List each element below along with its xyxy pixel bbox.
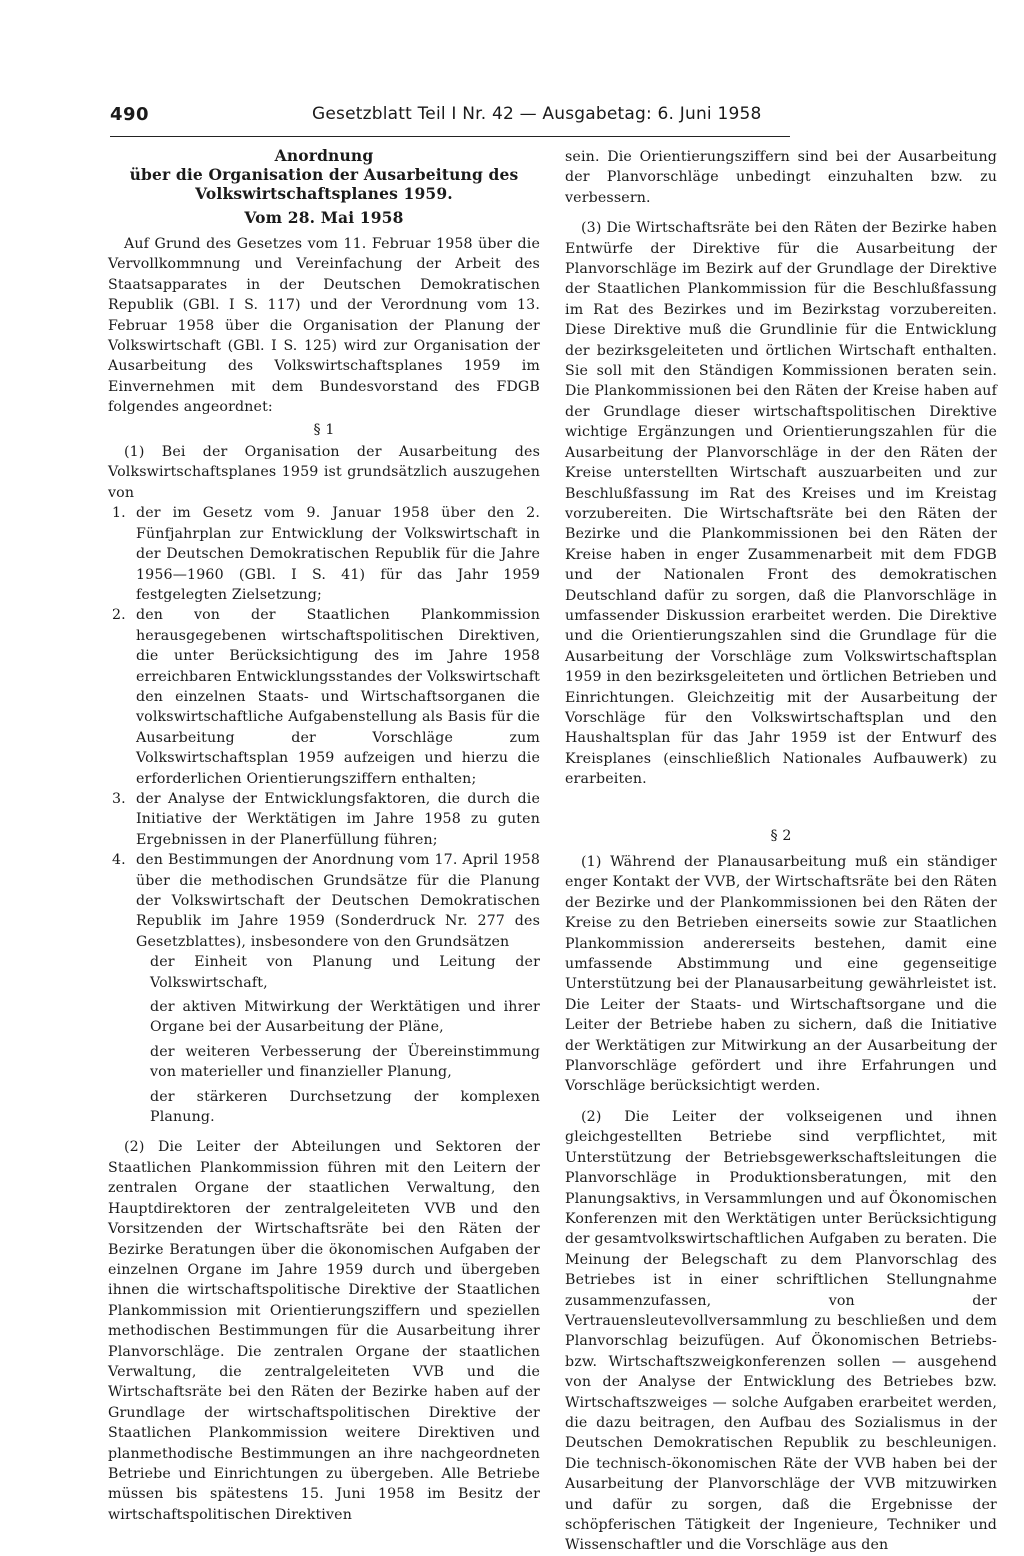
list-item (108, 605, 540, 789)
principle-item: der weiteren Verbesserung der Übereinstimmung von materieller und finanzieller Planung, (150, 1043, 540, 1081)
right-column (565, 147, 997, 1556)
paragraph-1-intro: (1) Bei der Organisation der Ausarbeitung des Volkswirtschaftsplanes 1959 ist grundsätzlich auszugehen von (108, 444, 540, 501)
list-item (108, 503, 540, 605)
list-item-text: den Bestimmungen der Anordnung vom 17. April 1958 über die methodischen Grundsätze für die Planung der Volkswirtschaft der Deutschen Demokratischen Republik im Jahre 1959 (Sonderdruck Nr. 277 des Gesetzblattes), insbesondere von den Grundsätzen (136, 852, 540, 950)
page-header (110, 100, 790, 137)
paragraph-3: (3) Die Wirtschaftsräte bei den Räten der Bezirke haben Entwürfe der Direktive für die Ausarbeitung der Planvorschläge im Bezirk auf der Grundlage der Direktive der Staatlichen Plankommission für die Beschlußfassung im Rat des Bezirkes und im Bezirkstag vorzubereiten. Diese Direktive muß die Grundlinie für die Entwicklung der bezirksgeleiteten und örtlichen Wirtschaft enthalten. Sie soll mit den Ständigen Kommissionen beraten sein. Die Plankommissionen bei den Räten der Kreise haben auf der Grundlage dieser wirtschaftspolitischen Direktive wichtige Ergänzungen und Orientierungszahlen für die Ausarbeitung der Planvorschläge in der den Räten der Kreise unterstellten Wirtschaft auszuarbeiten und zur Beschlußfassung im Rat des Kreises und im Kreistag vorzubereiten. Die Wirtschaftsräte bei den Räten der Bezirke und die Plankommissionen bei den Räten der Kreise haben in enger Zusammenarbeit mit dem FDGB und der Nationalen Front des demokratischen Deutschland dafür zu sorgen, daß die Planvorschläge in umfassender Diskussion erarbeitet werden. Die Direktive und die Orientierungszahlen sind die Grundlage für die Ausarbeitung der Vorschläge zum Volkswirtschaftsplan 1959 in den bezirksgeleiteten und örtlichen Betrieben und Einrichtungen. Gleichzeitig mit der Ausarbeitung der Vorschläge für den Volkswirtschaftsplan und den Haushaltsplan für das Jahr 1959 ist der Entwurf des Kreisplanes (einschließlich Nationales Aufbauwerk) zu erarbeiten. (565, 220, 997, 788)
left-column (108, 146, 540, 1525)
principle-item: der Einheit von Planung und Leitung der Volkswirtschaft, (150, 954, 540, 991)
paragraph-2-continued: sein. Die Orientierungsziffern sind bei der Ausarbeitung der Planvorschläge unbedingt einzuhalten bzw. zu verbessern. (565, 149, 997, 206)
date-line: Vom 28. Mai 1958 (244, 208, 404, 227)
section-2-paragraph-1: (1) Während der Planausarbeitung muß ein ständiger enger Kontakt der VVB, der Wirtschaftsräte bei den Räten der Bezirke und der Plankommissionen bei den Räten der Kreise zu den Betrieben einerseits sowie zur Staatlichen Plankommission andererseits bestehen, damit eine umfassende Abstimmung und eine gegenseitige Unterstützung bei der Planausarbeitung gewährleistet ist. Die Leiter der Staats- und Wirtschaftsorgane und die Leiter der Betriebe haben zu sichern, daß die Initiative der Werktätigen zur Mitwirkung an der Ausarbeitung der Planvorschläge gefördert und ihre Erfahrungen und Vorschläge berücksichtigt werden. (565, 854, 997, 1095)
list-item-text: der im Gesetz vom 9. Januar 1958 über den 2. Fünfjahrplan zur Entwicklung der Volkswirtschaft in der Deutschen Demokratischen Republik für die Jahre 1956—1960 (GBl. I S. 41) für das Jahr 1959 festgelegten Zielsetzung; (136, 505, 540, 603)
list-item-number: 1. (112, 505, 126, 522)
title-line: Volkswirtschaftsplanes 1959. (195, 184, 453, 203)
preamble: Auf Grund des Gesetzes vom 11. Februar 1958 über die Vervollkommnung und Vereinfachung der Arbeit des Staatsapparates in der Deutschen Demokratischen Republik (GBl. I S. 117) und der Verordnung vom 13. Februar 1958 über die Organisation der Planung der Volkswirtschaft (GBl. I S. 125) wird zur Organisation der Ausarbeitung des Volkswirtschaftsplanes 1959 im Einvernehmen mit dem Bundesvorstand des FDGB folgendes angeordnet: (108, 236, 540, 416)
title-line: über die Organisation der Ausarbeitung des (129, 165, 519, 184)
list-item-number: 2. (112, 607, 126, 624)
principle-item: der stärkeren Durchsetzung der komplexen Planung. (150, 1088, 540, 1126)
paragraph-2: (2) Die Leiter der Abteilungen und Sektoren der Staatlichen Plankommission führen mit den Leitern der zentralen Organe der staatlichen Verwaltung, den Hauptdirektoren der zentralgeleiteten VVB und den Vorsitzenden der Wirtschaftsräte bei den Räten der Bezirke Beratungen über die ökonomischen Aufgaben der einzelnen Organe im Jahre 1959 durch und übergeben ihnen die wirtschaftspolitische Direktive der Staatlichen Plankommission mit Orientierungsziffern und speziellen methodischen Bestimmungen für die Ausarbeitung ihrer Planvorschläge. Die zentralen Organe der staatlichen Verwaltung, die zentralgeleiteten VVB und die Wirtschaftsräte bei den Räten der Bezirke haben auf der Grundlage der wirtschaftspolitischen Direktive der Staatlichen Plankommission weitere Direktiven und planmethodische Bestimmungen an ihre nachgeordneten Betriebe und Einrichtungen zu übergeben. Alle Betriebe müssen bis spätestens 15. Juni 1958 im Besitz der wirtschaftspolitischen Direktiven (108, 1139, 540, 1523)
list-item-number: 3. (112, 790, 126, 807)
title-line: Anordnung (274, 146, 374, 165)
principle-item: der aktiven Mitwirkung der Werktätigen und ihrer Organe bei der Ausarbeitung der Pläne, (150, 999, 540, 1036)
list-item-text: den von der Staatlichen Plankommission herausgegebenen wirtschaftspolitischen Direktiven, die unter Berücksichtigung des im Jahre 1958 erreichbaren Entwicklungsstandes der Volkswirtschaft den einzelnen Staats- und Wirtschaftsorganen die volkswirtschaftliche Aufgabenstellung als Basis für die Ausarbeitung der Vorschläge zum Volkswirtschaftsplan 1959 aufzeigen und hierzu die erforderlichen Orientierungsziffern enthalten; (136, 607, 540, 787)
running-head: Gesetzblatt Teil I Nr. 42 — Ausgabetag: 6. Juni 1958 (312, 104, 762, 124)
enumerated-list (108, 503, 540, 952)
document-title (108, 146, 540, 203)
principles-list (108, 952, 540, 1127)
list-item-text: der Analyse der Entwicklungsfaktoren, die durch die Initiative der Werktätigen im Jahre 1958 zu guten Ergebnissen in der Planerfüllung führen; (136, 790, 540, 848)
list-item-number: 4. (112, 852, 126, 869)
section-sign-1: § 1 (313, 421, 335, 438)
list-item (108, 789, 540, 850)
section-2-paragraph-2: (2) Die Leiter der volkseigenen und ihnen gleichgestellten Betriebe sind verpflichtet, mit Unterstützung der Betriebsgewerkschaftsleitungen die Planvorschläge in Produktionsberatungen, mit den Planungsaktivs, in Versammlungen und auf Ökonomischen Konferenzen mit den Werktätigen unter Berücksichtigung der gesamtvolkswirtschaftlichen Aufgaben zu beraten. Die Meinung der Belegschaft zu dem Planvorschlag des Betriebes ist in einer schriftlichen Stellungnahme zusammenzufassen, von der Vertrauensleutevollversammlung zu beschließen und dem Planvorschlag beizufügen. Auf Ökonomischen Betriebs- bzw. Wirtschaftszweigkonferenzen sollen — ausgehend von der Analyse der Entwicklung des Betriebes bzw. Wirtschaftszweiges — solche Aufgaben erarbeitet werden, die dazu beitragen, den Aufbau des Sozialismus in der Deutschen Demokratischen Republik zu beschleunigen. Die technisch-ökonomischen Räte der VVB haben bei der Ausarbeitung der Planvorschläge der VVB mitzuwirken und dafür zu sorgen, daß die Ergebnisse der schöpferischen Tätigkeit der Ingenieure, Techniker und Wissenschaftler und die Vorschläge aus den (565, 1108, 997, 1554)
list-item (108, 850, 540, 952)
page-number: 490 (110, 104, 150, 125)
section-sign-2: § 2 (770, 827, 792, 844)
